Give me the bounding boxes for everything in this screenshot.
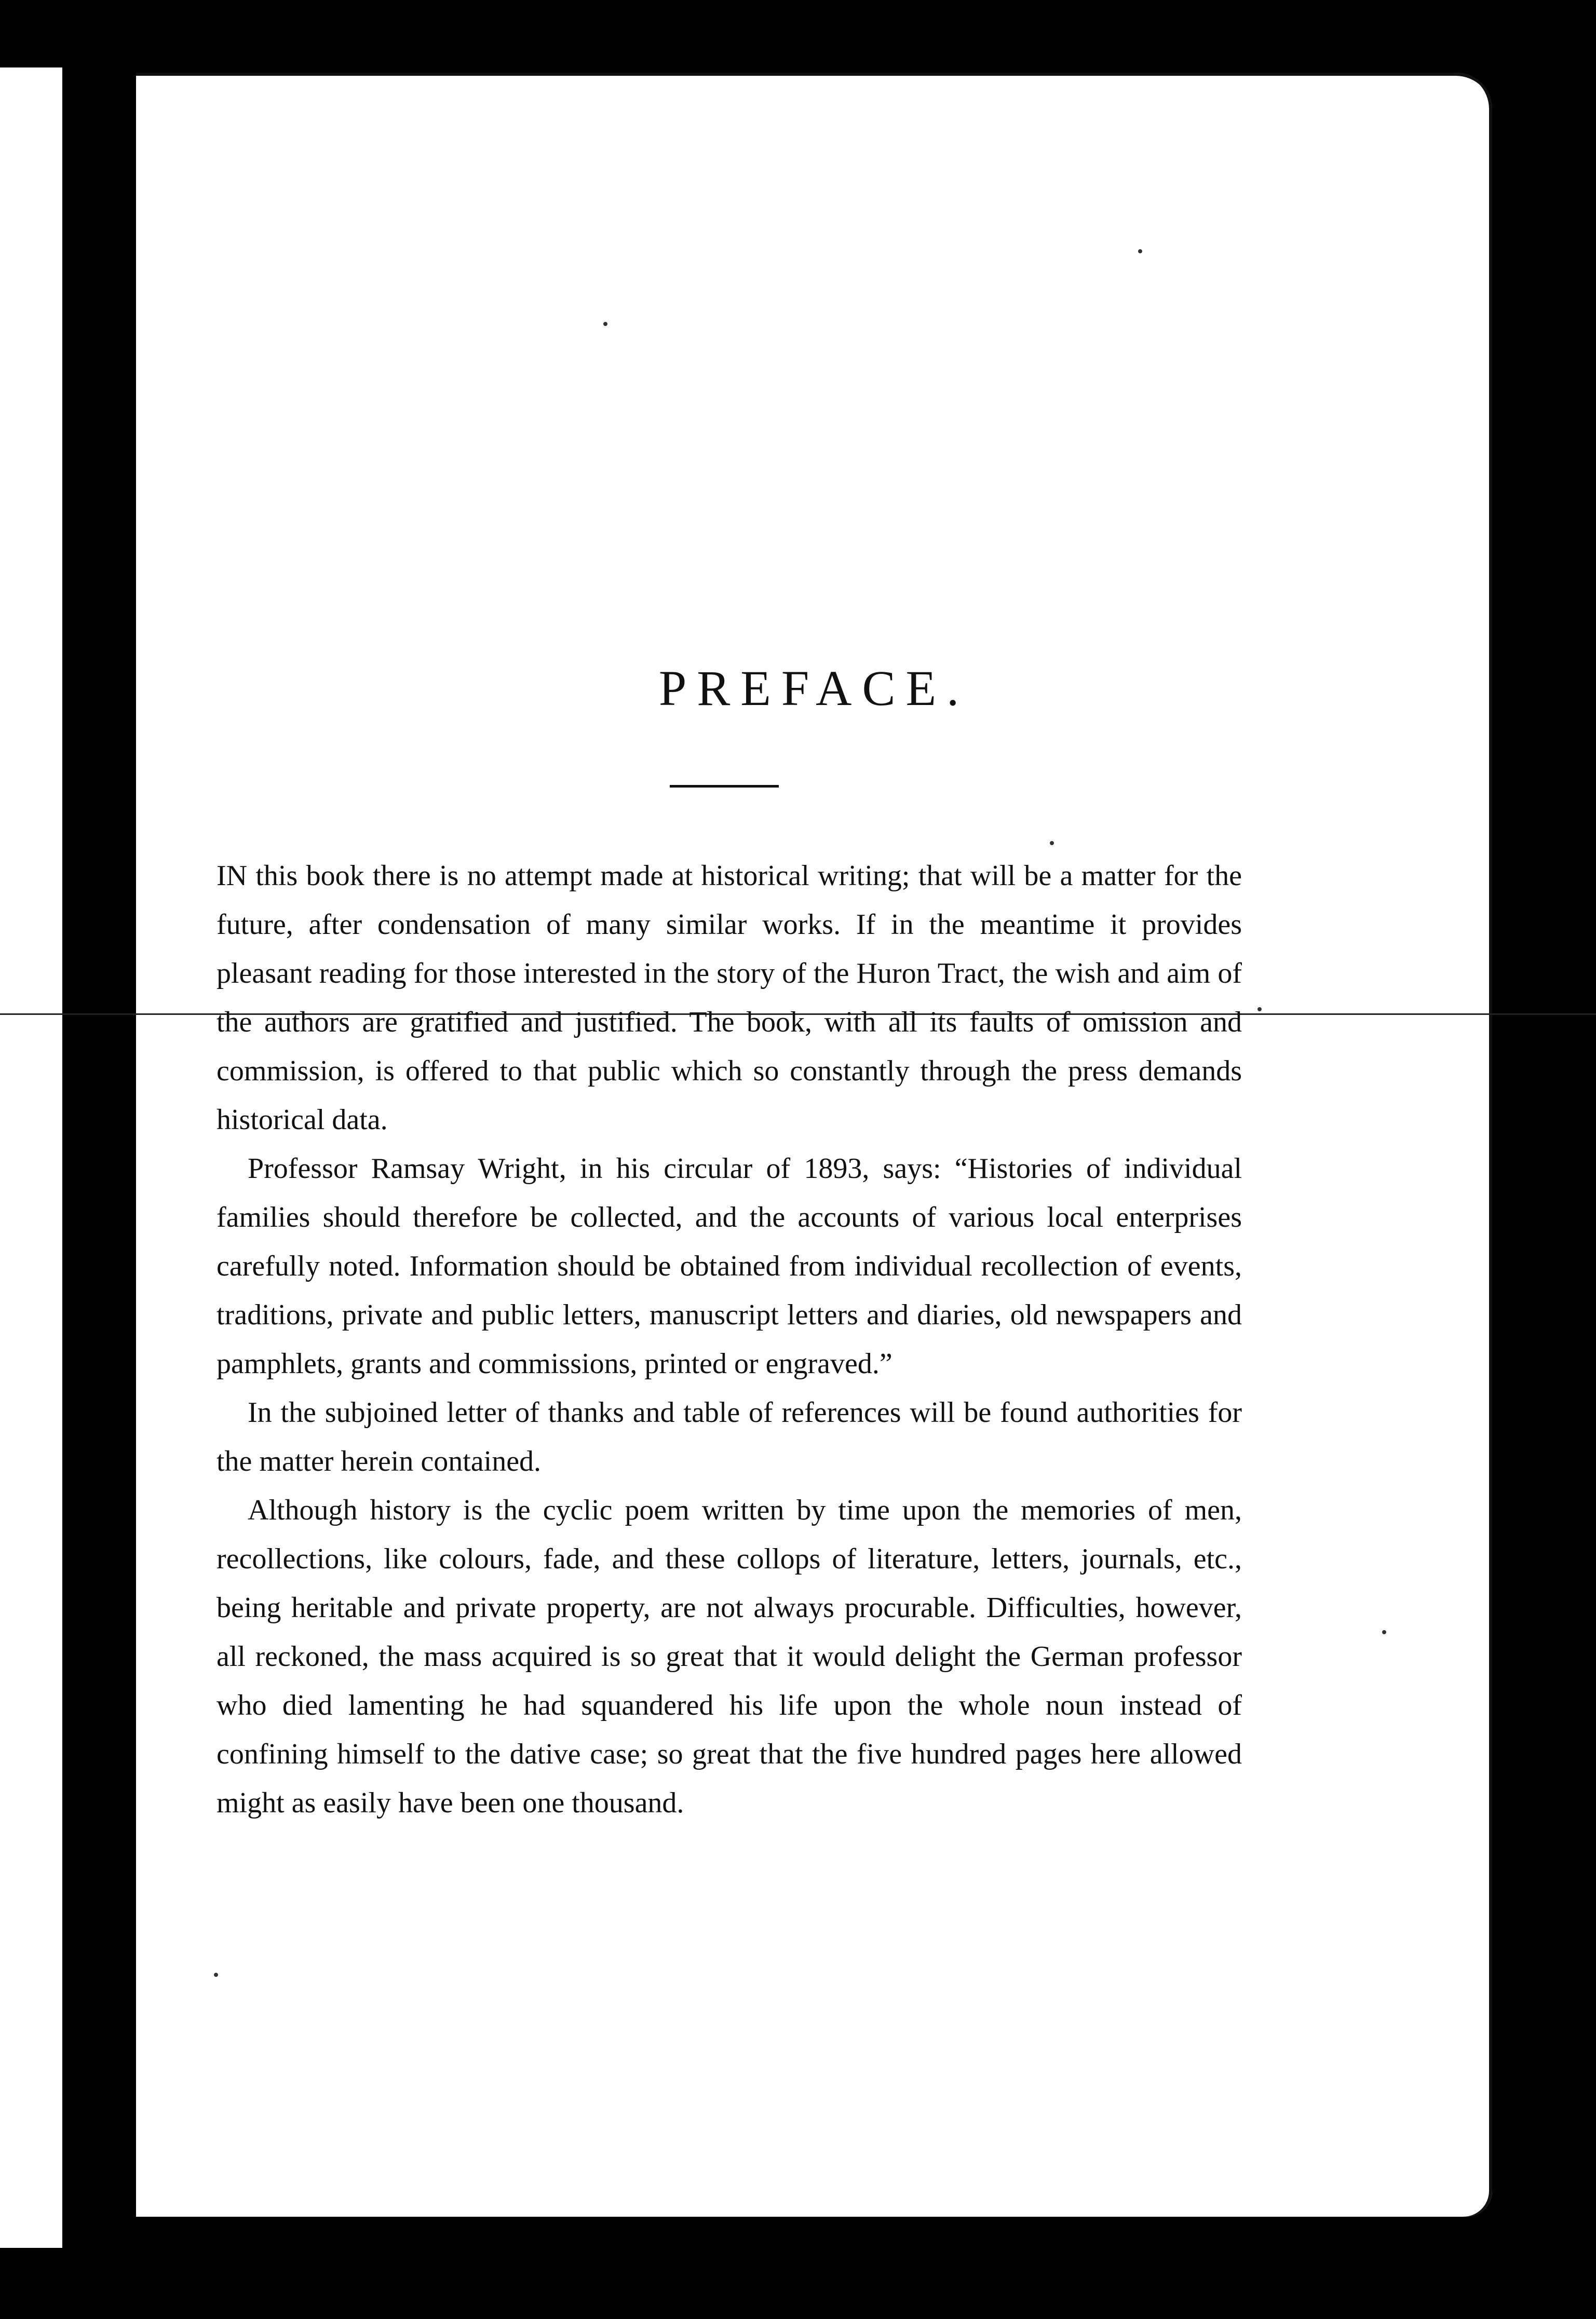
book-page <box>136 73 1492 2217</box>
paragraph-2: Professor Ramsay Wright, in his circular of 1893, says: “Histories of individual families should therefore be collected, and the accounts of various local enterprises carefully noted. Information should be obtained from individual recollection of events, traditions, private and public letters, manuscript letters and diaries, old newspapers and pamphlets, grants and commissions, printed or engraved.” <box>217 1152 1242 1380</box>
title-rule <box>670 785 779 788</box>
speck <box>1257 1007 1262 1011</box>
speck <box>214 1973 218 1977</box>
paragraph-4: Although history is the cyclic poem written by time upon the memories of men, recollections, like colours, fade, and these collops of literature, letters, journals, etc., being heritable and private property, are not always procurable. Difficulties, however, all reckoned, the mass acquired is so great that it would delight the German professor who died lamenting he had squandered his life upon the whole noun instead of confining himself to the dative case; so great that the five hundred pages here allowed might as easily have been one thousand. <box>217 1494 1242 1819</box>
paragraph-3: In the subjoined letter of thanks and table of references will be found authorities for the matter herein contained. <box>217 1396 1242 1477</box>
speck <box>603 322 607 326</box>
speck <box>1382 1630 1386 1634</box>
preface-body <box>217 851 1242 1827</box>
page-title: PREFACE. <box>658 660 970 716</box>
adjacent-page-edge <box>0 67 62 2248</box>
speck <box>1050 841 1054 845</box>
speck <box>1138 249 1142 253</box>
paragraph-1: IN this book there is no attempt made at historical writing; that will be a matter for the future, after condensation of many similar works. If in the meantime it provides pleasant reading for those interested in the story of the Huron Tract, the wish and aim of the authors are gratified and justified. The book, with all its faults of omission and commission, is offered to that public which so constantly through the press demands historical data. <box>217 860 1242 1136</box>
